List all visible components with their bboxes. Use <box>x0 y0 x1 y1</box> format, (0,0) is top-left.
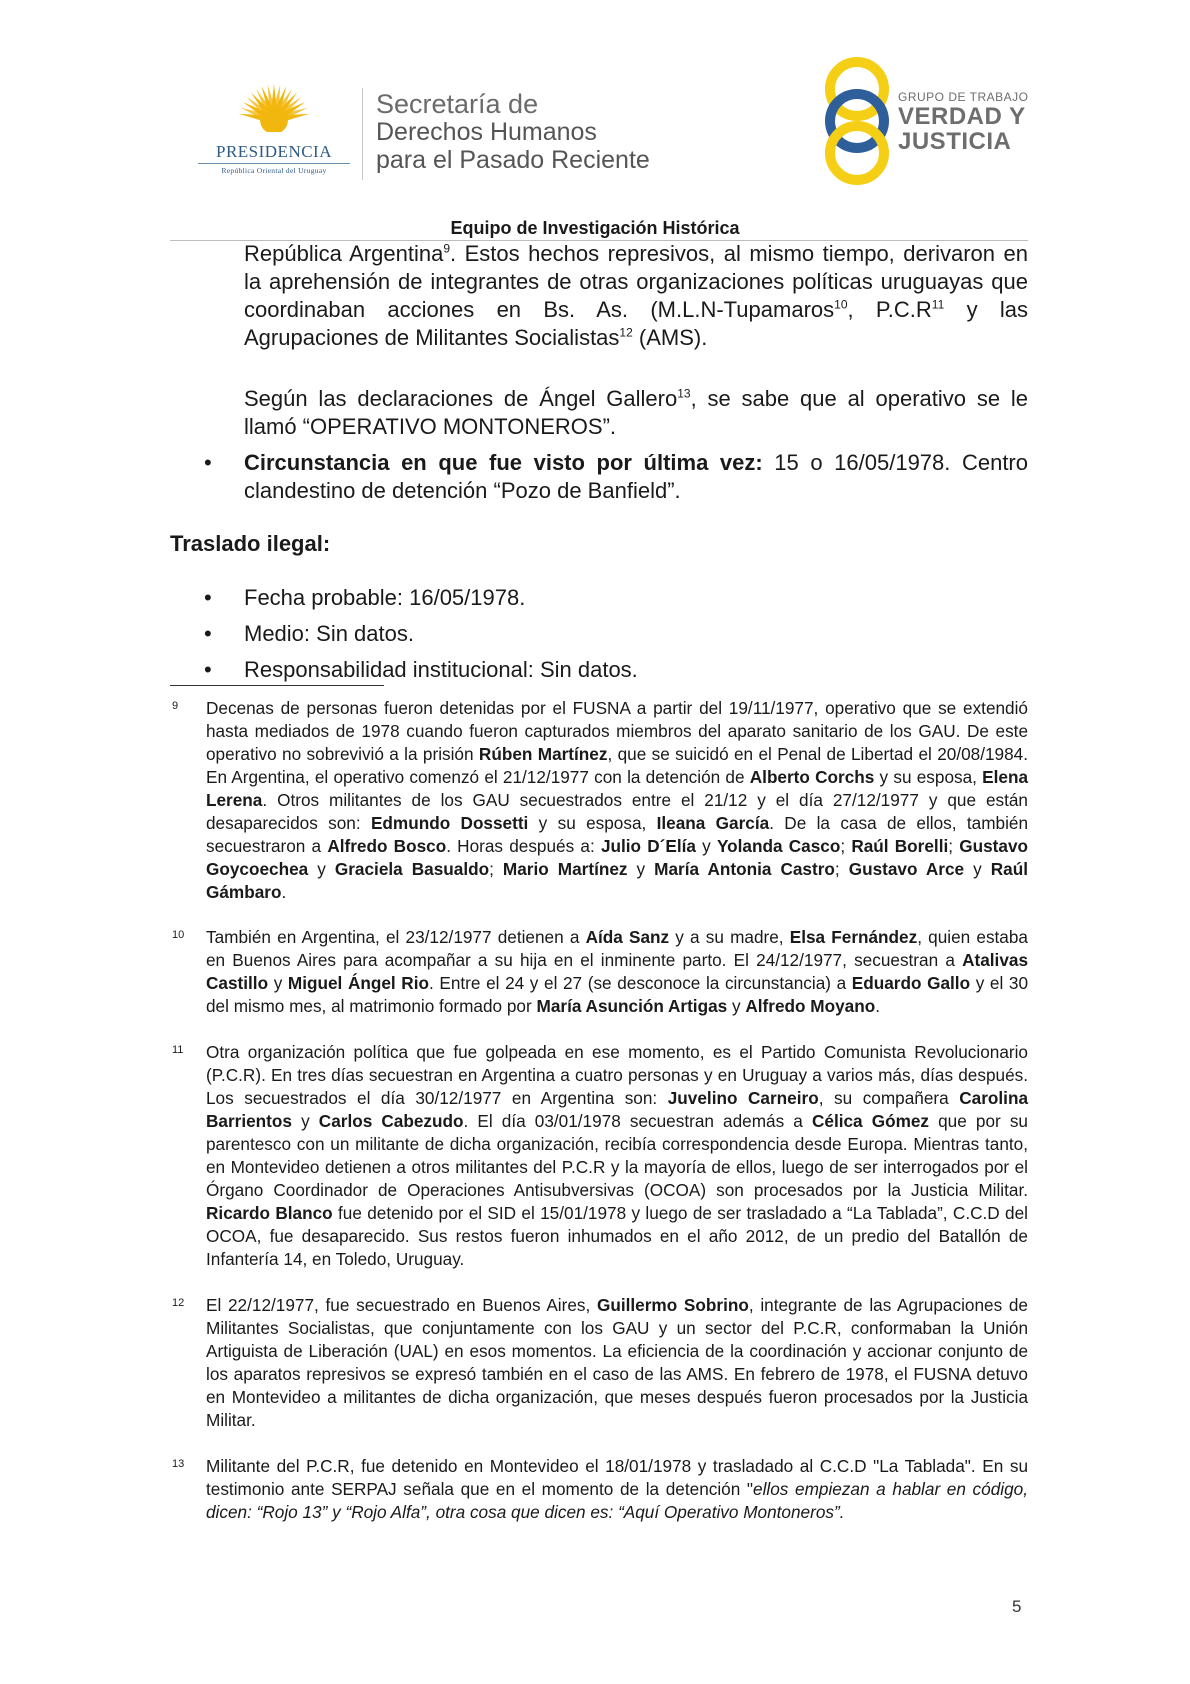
para1-text-b: . Estos hechos represivos, al mismo tiempo, derivaron en la aprehensión de integrantes de otras organizaciones políticas uruguayas que coordinaban acciones en Bs. As. (M.L.N-Tupamaros <box>244 241 1028 322</box>
para1-text-d: y las Agrupaciones de Militantes Socialistas <box>244 297 1029 350</box>
footnote-number: 13 <box>172 1458 185 1470</box>
para1-text-e: (AMS). <box>632 325 708 350</box>
footnote-text: Otra organización política que fue golpeada en ese momento, es el Partido Comunista Revolucionario (P.C.R). En tres días secuestran en Argentina a cuatro personas y en Uruguay a varios más, días después. Los secuestrados el día 30/12/1977 en Argentina son: Juvelino Carneiro, su compañera Carolina Barrientos y Carlos Cabezudo. El día 03/01/1978 secuestran además a Célica Gómez que por su parentesco con un militante de dicha organización, recibía correspondencia desde Europa. Mientras tanto, en Montevideo detienen a otros militantes del P.C.R y la mayoría de ellos, luego de ser interrogados por el Órgano Coordinador de Operaciones Antisubversivas (OCOA) son procesados por la Justicia Militar. Ricardo Blanco fue detenido por el SID el 15/01/1978 y luego de ser trasladado a “La Tablada”, C.C.D del OCOA, fue desaparecido. Sus restos fueron inhumados en el año 2012, de un predio del Batallón de Infantería 14, en Toledo, Uruguay. <box>206 1042 1029 1269</box>
footnote-number: 10 <box>172 929 185 941</box>
footnote-ref-12[interactable]: 12 <box>619 325 633 340</box>
footnote-ref-9[interactable]: 9 <box>443 241 451 256</box>
gtvj-line-1: GRUPO DE TRABAJO <box>898 90 1029 104</box>
verdad-justicia-logo-text <box>898 90 1028 154</box>
bullet-glyph: • <box>204 657 212 682</box>
secretaria-logo-text <box>376 90 650 174</box>
section-title-traslado: Traslado ilegal: <box>170 531 331 556</box>
para1-text-a: República Argentina <box>244 241 444 266</box>
footnote-number: 12 <box>172 1297 185 1309</box>
bullet-last-seen-value: 15 o 16/05/1978. Centro clandestino de detención “Pozo de Banfield”. <box>244 450 1028 503</box>
footnote-number: 9 <box>172 700 179 712</box>
traslado-item-text: Medio: Sin datos. <box>244 621 414 646</box>
presidencia-rule <box>198 163 350 164</box>
para1-text-c: , P.C.R <box>847 297 932 322</box>
presidencia-title: PRESIDENCIA <box>215 142 332 161</box>
footnote-separator <box>170 685 384 686</box>
sun-icon <box>234 80 314 142</box>
footnote-text: Militante del P.C.R, fue detenido en Montevideo el 18/01/1978 y trasladado al C.C.D "La Tablada". En su testimonio ante SERPAJ señala que en el momento de la detención "ellos empiezan a hablar en código, dicen: “Rojo 13” y “Rojo Alfa”, otra cosa que dicen es: “Aquí Operativo Montoneros”. <box>206 1456 1028 1522</box>
footnote-text: El 22/12/1977, fue secuestrado en Buenos Aires, Guillermo Sobrino, integrante de las Agrupaciones de Militantes Socialistas, que conjuntamente con los GAU y un sector del P.C.R, conformaban la Unión Artiguista de Liberación (UAL) en esos momentos. La eficiencia de la coordinación y accionar conjunto de los aparatos represivos se expresó también en el caso de las AMS. En febrero de 1978, el FUSNA detuvo en Montevideo a militantes de dicha organización, que meses después fueron procesados por la Justicia Militar. <box>206 1295 1028 1430</box>
secretaria-line-3: para el Pasado Reciente <box>376 146 650 174</box>
team-title: Equipo de Investigación Histórica <box>450 218 740 238</box>
para2-text-b: , se sabe que al operativo se le llamó “OPERATIVO MONTONEROS”. <box>244 386 1028 439</box>
bullet-last-seen-label: Circunstancia en que fue visto por última vez: <box>244 450 763 475</box>
page-number: 5 <box>1012 1597 1022 1616</box>
footnote-text: Decenas de personas fueron detenidas por el FUSNA a partir del 19/11/1977, operativo que se extendió hasta mediados de 1978 cuando fueron capturados miembros del aparato sanitario de los GAU. De este operativo no sobrevivió a la prisión Rúben Martínez, que se suicidó en el Penal de Libertad el 20/08/1984. En Argentina, el operativo comenzó el 21/12/1977 con la detención de Alberto Corchs y su esposa, Elena Lerena. Otros militantes de los GAU secuestrados entre el 21/12 y el día 27/12/1977 y que están desaparecidos son: Edmundo Dossetti y su esposa, Ileana García. De la casa de ellos, también secuestraron a Alfredo Bosco. Horas después a: Julio D´Elía y Yolanda Casco; Raúl Borelli; Gustavo Goycoechea y Graciela Basualdo; Mario Martínez y María Antonia Castro; Gustavo Arce y Raúl Gámbaro. <box>206 698 1029 902</box>
para2-text-a: Según las declaraciones de Ángel Gallero <box>244 386 678 411</box>
paragraph-gallero <box>244 385 1028 441</box>
presidencia-logo <box>196 80 352 180</box>
bullet-glyph: • <box>204 621 212 646</box>
footnote-number: 11 <box>172 1044 184 1056</box>
secretaria-line-2: Derechos Humanos <box>376 118 597 146</box>
bullet-last-seen-text <box>244 449 1028 505</box>
traslado-item-text: Responsabilidad institucional: Sin datos. <box>244 657 638 682</box>
footnote-ref-11[interactable]: 11 <box>931 297 945 312</box>
presidencia-subtitle: República Oriental del Uruguay <box>221 166 327 175</box>
header-divider <box>362 88 363 180</box>
traslado-item-text: Fecha probable: 16/05/1978. <box>244 585 526 610</box>
paragraph-argentina <box>244 240 1028 352</box>
bullet-glyph: • <box>204 585 212 610</box>
footnote-ref-13[interactable]: 13 <box>677 386 691 401</box>
footnote-ref-10[interactable]: 10 <box>834 297 848 312</box>
secretaria-line-1: Secretaría de <box>376 89 539 119</box>
bullet-glyph: • <box>204 450 212 475</box>
gtvj-line-2: VERDAD Y <box>898 103 1026 130</box>
gtvj-line-3: JUSTICIA <box>898 128 1012 155</box>
footnote-text: También en Argentina, el 23/12/1977 detienen a Aída Sanz y a su madre, Elsa Fernández, quien estaba en Buenos Aires para acompañar a su hija en el inminente parto. El 24/12/1977, secuestran a Atalivas Castillo y Miguel Ángel Rio. Entre el 24 y el 27 (se desconoce la circunstancia) a Eduardo Gallo y el 30 del mismo mes, al matrimonio formado por María Asunción Artigas y Alfredo Moyano. <box>206 927 1029 1016</box>
